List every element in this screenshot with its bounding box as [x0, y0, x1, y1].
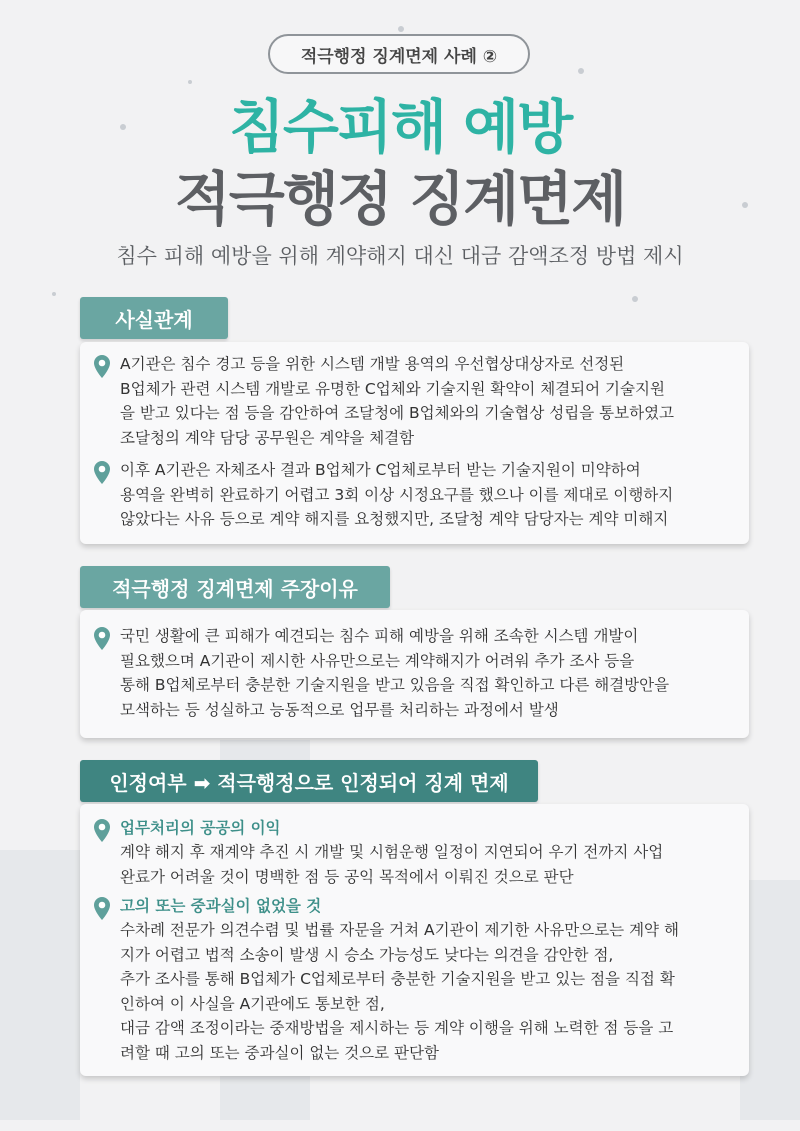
section-label-claim: 적극행정 징계면제 주장이유 [80, 566, 390, 608]
background-dot [52, 292, 56, 296]
background-building [740, 880, 800, 1120]
section-label-facts: 사실관계 [80, 297, 228, 339]
section-label-result: 인정여부 ➡ 적극행정으로 인정되어 징계 면제 [80, 760, 538, 802]
result-item-2-body: 수차례 전문가 의견수렴 및 법률 자문을 거쳐 A기관이 제기한 사유만으로는 계약 해 지가 어렵고 법적 소송이 발생 시 승소 가능성도 낮다는 의견을 감안한 점, 추가 조사를 통해 B업체가 C업체로부터 충분한 기술지원을 받고 있는 점을 직접 확 인하여 이 사실을 A기관에도 통보한 점, 대금 감액 조정이라는 중재방법을 제시하는 등 계약 이행을 위해 노력한 점 등을 고 려할 때 고의 또는 중과실이 없는 것으로 판단함 [120, 921, 679, 1062]
facts-card [80, 342, 749, 544]
result-item-2-heading: 고의 또는 중과실이 없었을 것 [120, 897, 322, 915]
facts-item-2: 이후 A기관은 자체조사 결과 B업체가 C업체로부터 받는 기술지원이 미약하여 용역을 완벽히 완료하기 어렵고 3회 이상 시정요구를 했으나 이를 제대로 이행하지 않았다는 사유 등으로 계약 해지를 요청했지만, 조달청 계약 담당자는 계약 미해지 [120, 461, 674, 528]
location-pin-icon [92, 354, 112, 380]
result-card [80, 804, 749, 1076]
list-item [92, 894, 737, 1065]
case-number-pill: 적극행정 징계면제 사례 ② [268, 34, 530, 74]
list-item [92, 458, 737, 532]
result-item-1-body: 계약 해지 후 재계약 추진 시 개발 및 시험운행 일정이 지연되어 우기 전까지 사업 완료가 어려울 것이 명백한 점 등 공익 목적에서 이뤄진 것으로 판단 [120, 843, 664, 886]
background-dot [578, 68, 584, 74]
location-pin-icon [92, 626, 112, 652]
facts-item-1: A기관은 침수 경고 등을 위한 시스템 개발 용역의 우선협상대상자로 선정된 B업체가 관련 시스템 개발로 유명한 C업체와 기술지원 확약이 체결되어 기술지원 을 받고 있다는 점 등을 감안하여 조달청에 B업체와의 기술협상 성립을 통보하였고 조달청의 계약 담당 공무원은 계약을 체결함 [120, 355, 675, 447]
location-pin-icon [92, 818, 112, 844]
list-item [92, 352, 737, 450]
page-title-line2: 적극행정 징계면제 [174, 165, 626, 233]
page-subtitle: 침수 피해 예방을 위해 계약해지 대신 대금 감액조정 방법 제시 [116, 244, 684, 268]
claim-item-1: 국민 생활에 큰 피해가 예견되는 침수 피해 예방을 위해 조속한 시스템 개발이 필요했으며 A기관이 제시한 사유만으로는 계약해지가 어려워 추가 조사 등을 통해 B업체로부터 충분한 기술지원을 받고 있음을 직접 확인하고 다른 해결방안을 모색하는 등 성실하고 능동적으로 업무를 처리하는 과정에서 발생 [120, 627, 670, 719]
claim-card [80, 610, 749, 738]
location-pin-icon [92, 460, 112, 486]
list-item [92, 816, 737, 889]
background-building [0, 850, 80, 1120]
list-item [92, 624, 737, 722]
background-dot [398, 26, 404, 32]
location-pin-icon [92, 896, 112, 922]
background-dot [632, 296, 638, 302]
page-title-line1: 침수피해 예방 [228, 93, 572, 161]
result-item-1-heading: 업무처리의 공공의 이익 [120, 819, 281, 837]
